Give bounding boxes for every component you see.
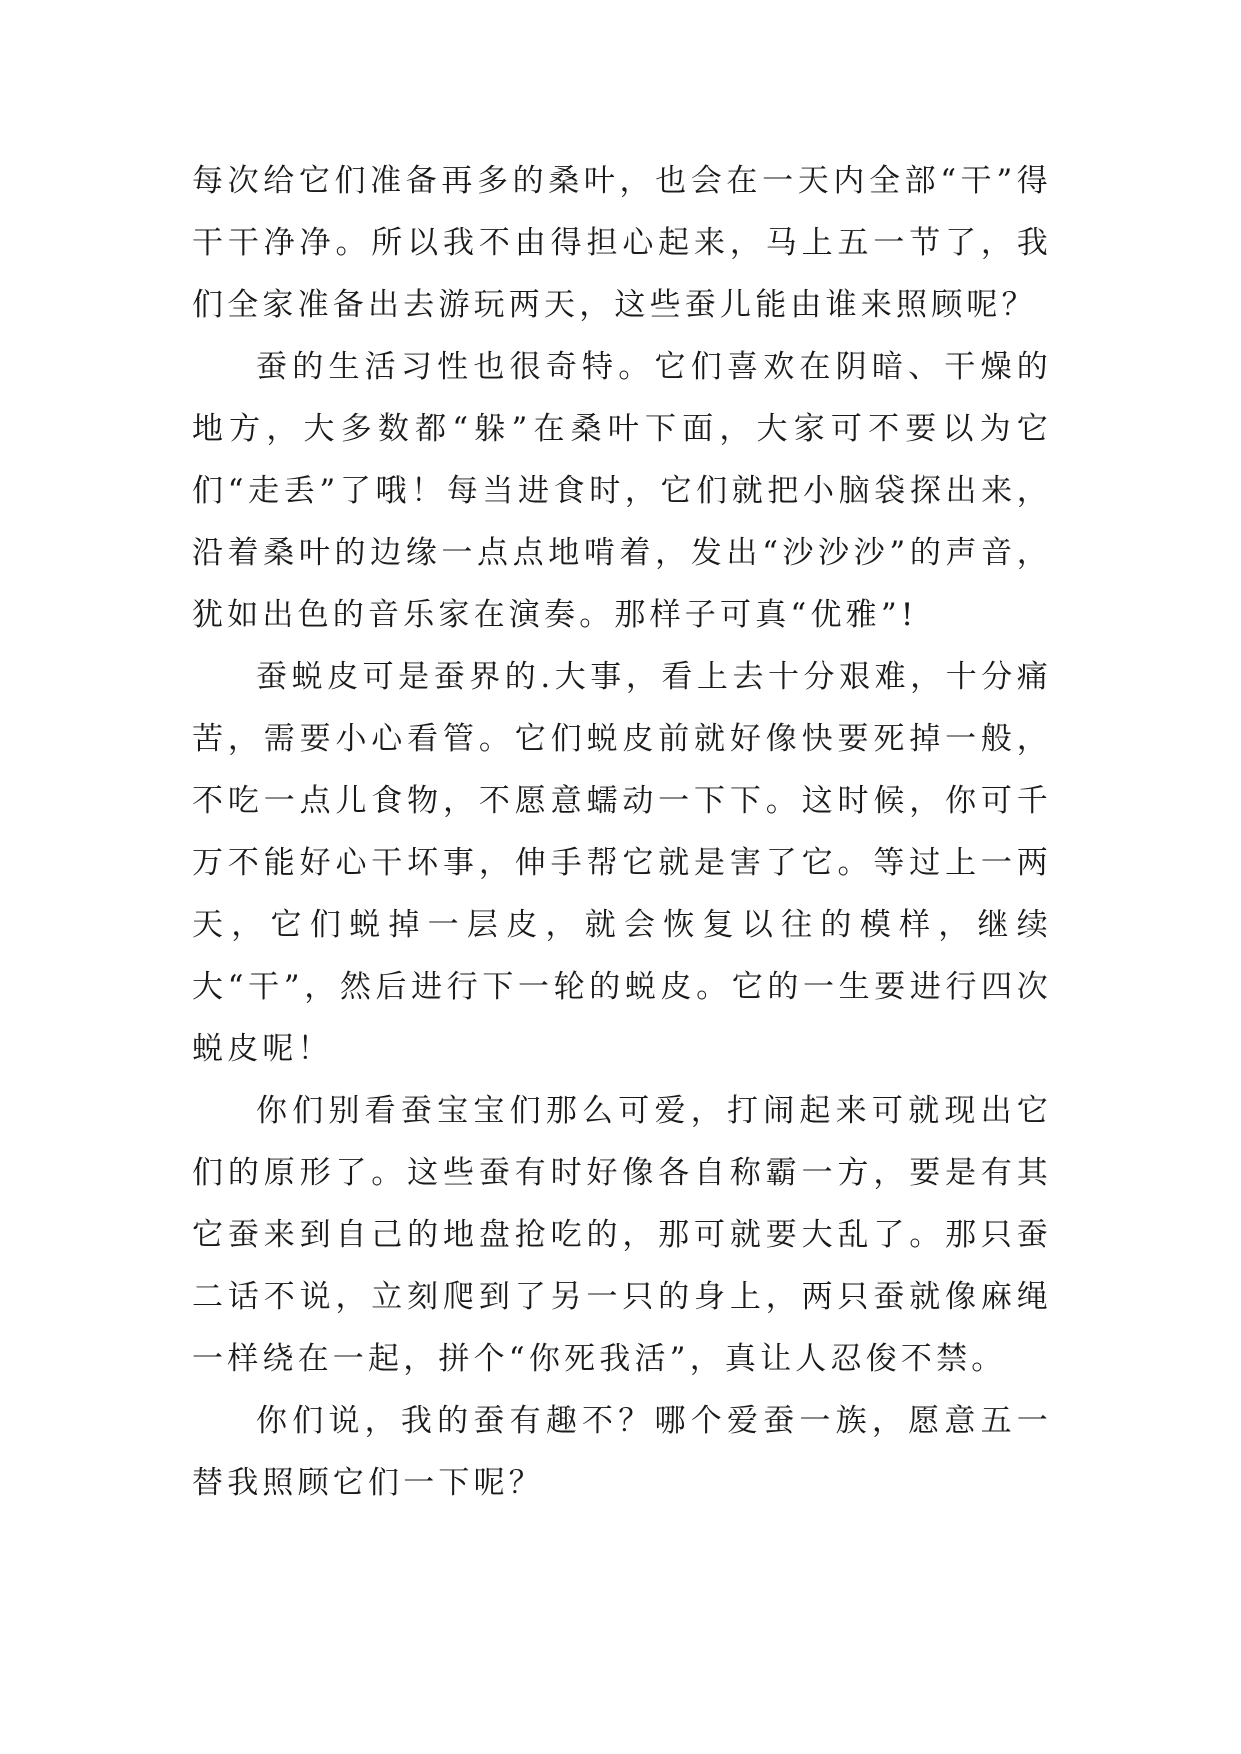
- paragraph-5: 你们说，我的蚕有趣不？哪个爱蚕一族，愿意五一替我照顾它们一下呢？: [192, 1403, 1052, 1501]
- paragraph-1: 每次给它们准备再多的桑叶，也会在一天内全部“干”得干干净净。所以我不由得担心起来，马上五一节了，我们全家准备出去游玩两天，这些蚕儿能由谁来照顾呢？: [192, 163, 1052, 323]
- paragraph-3: 蚕蜕皮可是蚕界的.大事，看上去十分艰难，十分痛苦，需要小心看管。它们蜕皮前就好像快要死掉一般，不吃一点儿食物，不愿意蠕动一下下。这时候，你可千万不能好心干坏事，伸手帮它就是害了它。等过上一两天，它们蜕掉一层皮，就会恢复以往的模样，继续大“干”，然后进行下一轮的蜕皮。它的一生要进行四次蜕皮呢！: [192, 659, 1052, 1067]
- paragraph-4: 你们别看蚕宝宝们那么可爱，打闹起来可就现出它们的原形了。这些蚕有时好像各自称霸一方，要是有其它蚕来到自己的地盘抢吃的，那可就要大乱了。那只蚕二话不说，立刻爬到了另一只的身上，两只蚕就像麻绳一样绕在一起，拼个“你死我活”，真让人忍俊不禁。: [192, 1093, 1052, 1377]
- article-body: [192, 150, 1052, 1514]
- paragraph-2: 蚕的生活习性也很奇特。它们喜欢在阴暗、干燥的地方，大多数都“躲”在桑叶下面，大家可不要以为它们“走丢”了哦！每当进食时，它们就把小脑袋探出来，沿着桑叶的边缘一点点地啃着，发出“沙沙沙”的声音，犹如出色的音乐家在演奏。那样子可真“优雅”!: [192, 349, 1052, 633]
